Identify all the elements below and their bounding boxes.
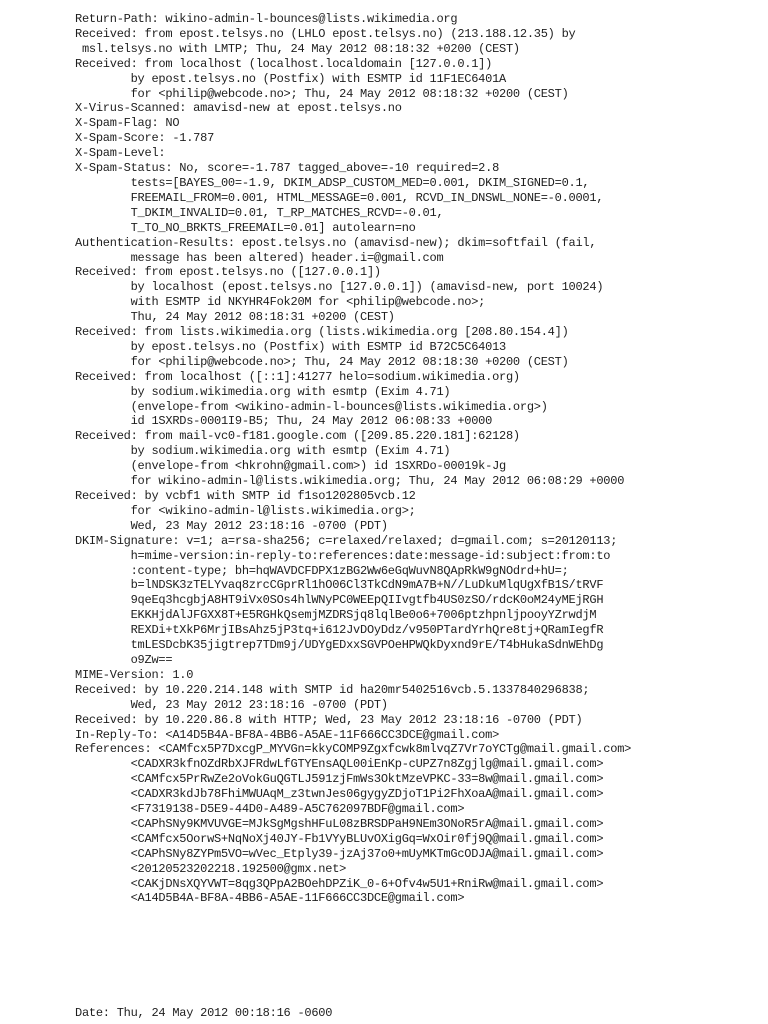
header-line: tmLESDcbK35jigtrep7TDm9j/UDYgEDxxSGVPOeHPWQkDyxnd9rE/T4bHukaSdnWEhDg [75,638,604,653]
header-line: MIME-Version: 1.0 [75,667,194,682]
header-line: In-Reply-To: <A14D5B4A-BF8A-4BB6-A5AE-11F666CC3DCE@gmail.com> [75,727,500,742]
header-line: :content-type; bh=hqWAVDCFDPX1zBG2Ww6eGqWuvN8QApRkW9gNOdrd+hU=; [75,563,569,578]
header-line: EKKHjdAlJFGXX8T+E5RGHkQsemjMZDRSjq8lqlBe0o6+7006ptzhpnljpooyYZrwdjM [75,608,597,623]
header-line: X-Spam-Flag: NO [75,116,180,131]
header-line: Received: by vcbf1 with SMTP id f1so1202805vcb.12 [75,489,416,503]
header-line: <CAKjDNsXQYVWT=8qg3QPpA2BOehDPZiK_0-6+Ofv4w5U1+RniRw@mail.gmail.com> [75,876,604,891]
header-line: <CAMfcx5OorwS+NqNoXj40JY-Fb1VYyBLUvOXigGq=WxOir0fj9Q@mail.gmail.com> [75,831,604,846]
header-line: <CAPhSNy8ZYPm5VO=wVec_Etply39-jzAj37o0+mUyMKTmGcODJA@mail.gmail.com> [75,846,604,861]
header-line: REXDi+tXkP6MrjIBsAhz5jP3tq+i612JvDOyDdz/v950PTardYrhQre8tj+QRamIegfR [75,623,604,638]
header-line: msl.telsys.no with LMTP; Thu, 24 May 2012 08:18:32 +0200 (CEST) [75,41,520,56]
header-line: with ESMTP id NKYHR4Fok20M for <philip@webcode.no>; [75,295,486,310]
header-line: by sodium.wikimedia.org with esmtp (Exim 4.71) [75,384,451,399]
header-line: Received: by 10.220.86.8 with HTTP; Wed, 23 May 2012 23:18:16 -0700 (PDT) [75,712,583,727]
header-line: 9qeEq3hcgbjA8HT9iVx0SOs4hlWNyPC0WEEpQIIvgtfb4US0zSO/rdcK0oM24yMEjRGH [75,593,604,608]
header-line: b=lNDSK3zTELYvaq8zrcCGprRl1hO06Cl3TkCdN9mA7B+N//LuDkuMlqUgXfB1S/tRVF [75,578,604,593]
header-line: <CADXR3kfnOZdRbXJFRdwLfGTYEnsAQL00iEnKp-cUPZ7n8Zgjlg@mail.gmail.com> [75,757,604,772]
header-line: for <wikino-admin-l@lists.wikimedia.org>; [75,503,416,518]
header-line: o9Zw== [75,652,173,667]
header-line: (envelope-from <wikino-admin-l-bounces@lists.wikimedia.org>) [75,399,548,414]
header-line: id 1SXRDs-0001I9-B5; Thu, 24 May 2012 06:08:33 +0000 [75,414,493,429]
header-line: Received: from localhost (localhost.localdomain [127.0.0.1]) [75,56,493,71]
header-line: T_DKIM_INVALID=0.01, T_RP_MATCHES_RCVD=-0.01, [75,205,444,220]
date-header: Date: Thu, 24 May 2012 00:18:16 -0600 [75,1006,333,1020]
header-line: Received: from mail-vc0-f181.google.com ([209.85.220.181]:62128) [75,429,520,444]
header-line: X-Spam-Status: No, score=-1.787 tagged_above=-10 required=2.8 [75,161,500,176]
header-line: <20120523202218.192500@gmx.net> [75,861,347,876]
header-line: Received: from localhost ([::1]:41277 helo=sodium.wikimedia.org) [75,369,520,384]
header-line: T_TO_NO_BRKTS_FREEMAIL=0.01] autolearn=no [75,220,416,235]
header-line: tests=[BAYES_00=-1.9, DKIM_ADSP_CUSTOM_MED=0.001, DKIM_SIGNED=0.1, [75,175,590,190]
header-line: for <philip@webcode.no>; Thu, 24 May 2012 08:18:30 +0200 (CEST) [75,354,569,369]
header-line: <CAMfcx5PrRwZe2oVokGuQGTLJ591zjFmWs3OktMzeVPKC-33=8w@mail.gmail.com> [75,772,604,787]
header-line: <CAPhSNy9KMVUVGE=MJkSgMgshHFuL08zBRSDPaH9NEm3ONoR5rA@mail.gmail.com> [75,816,604,831]
header-line: Return-Path: wikino-admin-l-bounces@lists.wikimedia.org [75,12,458,26]
header-line: Authentication-Results: epost.telsys.no (amavisd-new); dkim=softfail (fail, [75,235,597,250]
header-line: <CADXR3kdJb78FhiMWUAqM_z3twnJes06gygyZDjoT1Pi2FhXoaA@mail.gmail.com> [75,787,604,802]
header-line: Received: from lists.wikimedia.org (lists.wikimedia.org [208.80.154.4]) [75,325,569,340]
header-line: by localhost (epost.telsys.no [127.0.0.1]) (amavisd-new, port 10024) [75,280,604,295]
header-line: Thu, 24 May 2012 08:18:31 +0200 (CEST) [75,310,395,325]
header-line: Wed, 23 May 2012 23:18:16 -0700 (PDT) [75,518,388,533]
header-line: X-Spam-Level: [75,146,166,161]
header-line: FREEMAIL_FROM=0.001, HTML_MESSAGE=0.001, RCVD_IN_DNSWL_NONE=-0.0001, [75,190,604,205]
header-line: message has been altered) header.i=@gmail.com [75,250,444,265]
header-line: Received: from epost.telsys.no ([127.0.0.1]) [75,265,381,280]
header-line: X-Virus-Scanned: amavisd-new at epost.telsys.no [75,101,402,116]
header-line: References: <CAMfcx5P7DxcgP_MYVGn=kkyCOMP9Zgxfcwk8mlvqZ7Vr7oYCTg@mail.gmail.com> [75,742,632,757]
header-line: DKIM-Signature: v=1; a=rsa-sha256; c=relaxed/relaxed; d=gmail.com; s=20120113; [75,533,618,548]
header-line: <A14D5B4A-BF8A-4BB6-A5AE-11F666CC3DCE@gmail.com> [75,891,465,906]
header-line: for <philip@webcode.no>; Thu, 24 May 2012 08:18:32 +0200 (CEST) [75,86,569,101]
header-line: by epost.telsys.no (Postfix) with ESMTP id B72C5C64013 [75,339,506,354]
header-line: h=mime-version:in-reply-to:references:date:message-id:subject:from:to [75,548,611,563]
header-line: Received: by 10.220.214.148 with SMTP id ha20mr5402516vcb.5.1337840296838; [75,682,590,697]
header-line: <F7319138-D5E9-44D0-A489-A5C762097BDF@gmail.com> [75,802,465,817]
header-line: for wikino-admin-l@lists.wikimedia.org; Thu, 24 May 2012 06:08:29 +0000 [75,474,625,489]
header-line: by epost.telsys.no (Postfix) with ESMTP id 11F1EC6401A [75,71,506,86]
header-line: by sodium.wikimedia.org with esmtp (Exim 4.71) [75,444,451,459]
header-line: (envelope-from <hkrohn@gmail.com>) id 1SXRDo-00019k-Jg [75,459,506,474]
header-line: X-Spam-Score: -1.787 [75,131,215,146]
email-headers [75,12,631,906]
header-line: Wed, 23 May 2012 23:18:16 -0700 (PDT) [75,697,388,712]
header-line: Received: from epost.telsys.no (LHLO epost.telsys.no) (213.188.12.35) by [75,26,576,41]
